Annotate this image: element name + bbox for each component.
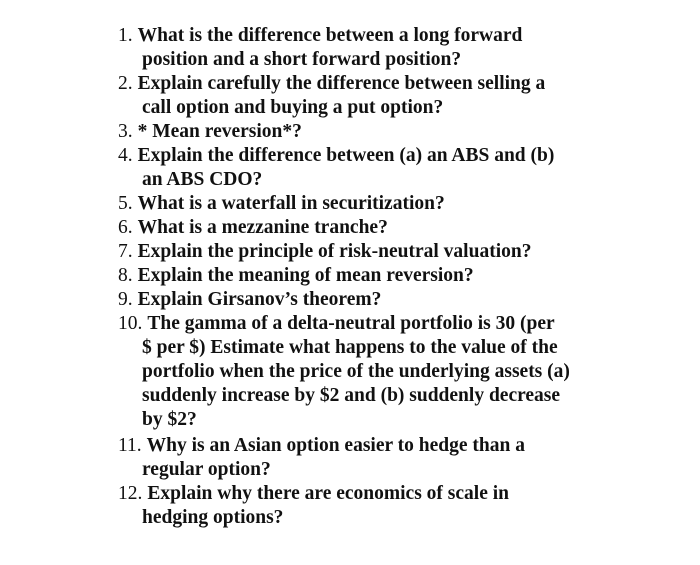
question-number: 10.	[118, 313, 143, 334]
question-text: portfolio when the price of the underlying assets (a)	[142, 361, 570, 382]
question-text: * Mean reversion*?	[137, 121, 302, 142]
question-11	[118, 434, 618, 482]
question-text: $ per $) Estimate what happens to the value of the	[142, 337, 558, 358]
question-text: Explain the principle of risk-neutral valuation?	[137, 241, 532, 262]
question-text: an ABS CDO?	[142, 169, 263, 190]
question-4	[118, 144, 618, 192]
question-1	[118, 24, 618, 72]
question-text: Explain the meaning of mean reversion?	[137, 265, 474, 286]
question-number: 1.	[118, 25, 133, 46]
question-text: Explain why there are economics of scale in	[147, 483, 510, 504]
question-text: call option and buying a put option?	[142, 97, 444, 118]
question-10	[118, 312, 618, 432]
question-number: 9.	[118, 289, 133, 310]
question-text: position and a short forward position?	[142, 49, 462, 70]
question-text: Why is an Asian option easier to hedge than a	[146, 435, 525, 456]
question-number: 7.	[118, 241, 133, 262]
question-number: 6.	[118, 217, 133, 238]
question-text: suddenly increase by $2 and (b) suddenly decrease	[142, 385, 561, 406]
question-number: 5.	[118, 193, 133, 214]
question-number: 12.	[118, 483, 143, 504]
question-text: by $2?	[142, 409, 197, 430]
question-text: regular option?	[142, 459, 271, 480]
question-number: 11.	[118, 435, 142, 456]
question-9	[118, 288, 618, 312]
question-text: The gamma of a delta-neutral portfolio is 30 (per	[147, 313, 555, 334]
question-text: What is a mezzanine tranche?	[137, 217, 388, 238]
question-5	[118, 192, 618, 216]
question-number: 8.	[118, 265, 133, 286]
question-7	[118, 240, 618, 264]
question-8	[118, 264, 618, 288]
question-text: Explain the difference between (a) an ABS and (b)	[137, 145, 555, 166]
question-text: Explain carefully the difference between selling a	[137, 73, 546, 94]
question-number: 2.	[118, 73, 133, 94]
question-number: 4.	[118, 145, 133, 166]
question-text: hedging options?	[142, 507, 284, 528]
question-text: Explain Girsanov’s theorem?	[137, 289, 382, 310]
question-text: What is a waterfall in securitization?	[137, 193, 445, 214]
question-12	[118, 482, 618, 530]
question-3	[118, 120, 618, 144]
question-text: What is the difference between a long forward	[137, 25, 523, 46]
question-number: 3.	[118, 121, 133, 142]
question-6	[118, 216, 618, 240]
question-2	[118, 72, 618, 120]
